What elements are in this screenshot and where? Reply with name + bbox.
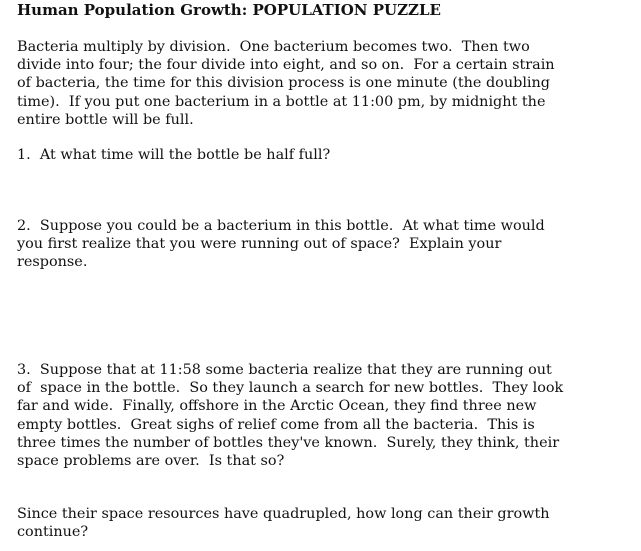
title-main: Human Population Growth:: [17, 1, 253, 19]
question-3-line: three times the number of bottles they've known. Surely, they think, their: [17, 434, 560, 451]
question-2: [17, 217, 617, 272]
question-2-line: response.: [17, 254, 88, 271]
question-3-line: 3. Suppose that at 11:58 some bacteria realize that they are running out: [17, 362, 552, 378]
question-3-line: far and wide. Finally, offshore in the Arctic Ocean, they find three new: [17, 398, 537, 415]
question-3-line: of space in the bottle. So they launch a search for new bottles. They look: [17, 380, 564, 397]
intro-line: of bacteria, the time for this division process is one minute (the doubling: [17, 75, 551, 92]
intro-paragraph: [17, 38, 617, 129]
question-1-line: 1. At what time will the bottle be half full?: [17, 147, 331, 163]
intro-line: Bacteria multiply by division. One bacterium becomes two. Then two: [17, 39, 530, 55]
intro-line: divide into four; the four divide into eight, and so on. For a certain strain: [17, 57, 555, 74]
intro-line: time). If you put one bacterium in a bottle at 11:00 pm, by midnight the: [17, 93, 546, 110]
question-1: [17, 146, 617, 164]
question-2-line: you first realize that you were running out of space? Explain your: [17, 236, 502, 253]
question-4-line: continue?: [17, 524, 89, 541]
question-3: [17, 361, 617, 470]
question-3-line: empty bottles. Great sighs of relief come from all the bacteria. This is: [17, 416, 535, 433]
intro-line: entire bottle will be full.: [17, 111, 194, 128]
question-2-line: 2. Suppose you could be a bacterium in this bottle. At what time would: [17, 218, 545, 234]
page-title: [17, 1, 441, 19]
question-4: [17, 505, 617, 541]
question-4-line: Since their space resources have quadrupled, how long can their growth: [17, 506, 550, 522]
question-3-line: space problems are over. Is that so?: [17, 453, 285, 470]
title-sub: POPULATION PUZZLE: [252, 1, 441, 19]
